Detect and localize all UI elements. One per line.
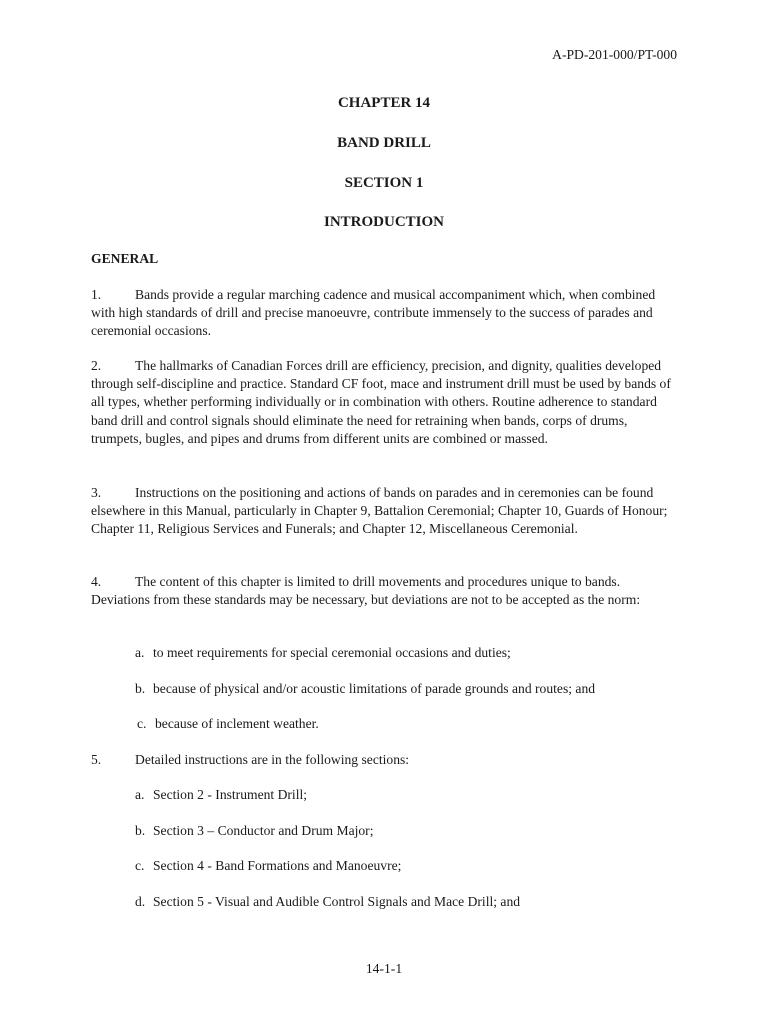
document-id: A-PD-201-000/PT-000 bbox=[552, 47, 677, 62]
list-item-letter: b. bbox=[135, 823, 146, 838]
section-title: INTRODUCTION bbox=[323, 214, 444, 230]
paragraph-number: 3. bbox=[91, 485, 102, 500]
paragraph-1 bbox=[91, 286, 681, 341]
list-item-text: because of inclement weather. bbox=[155, 716, 319, 731]
list-item-text: because of physical and/or acoustic limitations of parade grounds and routes; and bbox=[153, 681, 596, 696]
paragraph-text: The hallmarks of Canadian Forces drill are efficiency, precision, and dignity, qualities developed through self-discipline and practice. Standard CF foot, mace and instrument drill must be used by bands of all types, whether performing individually or in combination with others. Routine adherence to standard band drill and control signals should eliminate the need for retraining when bands, corps of drums, trumpets, bugles, and pipes and drums from different units are combined or massed. bbox=[91, 358, 671, 446]
paragraph-text: The content of this chapter is limited to drill movements and procedures unique to bands. Deviations from these standards may be necessary, but deviations are not to be accepted as the norm: bbox=[91, 574, 641, 608]
list-item-text: Section 3 – Conductor and Drum Major; bbox=[153, 823, 374, 838]
general-heading: GENERAL bbox=[91, 251, 159, 266]
paragraph-text: Bands provide a regular marching cadence and musical accompaniment which, when combined with high standards of drill and precise manoeuvre, contribute immensely to the success of parades and ceremonial occasions. bbox=[91, 287, 656, 339]
paragraph-number: 5. bbox=[91, 752, 102, 767]
list-item-letter: c. bbox=[137, 716, 147, 731]
paragraph-number: 1. bbox=[91, 287, 102, 302]
chapter-heading: CHAPTER 14 bbox=[337, 95, 431, 111]
page-number: 14-1-1 bbox=[365, 961, 403, 976]
list-item-text: Section 2 - Instrument Drill; bbox=[153, 787, 308, 802]
list-item-text: Section 4 - Band Formations and Manoeuvre; bbox=[153, 858, 402, 873]
list-item bbox=[135, 893, 520, 911]
paragraph-number: 2. bbox=[91, 358, 102, 373]
paragraph-2 bbox=[91, 357, 681, 448]
list-item bbox=[135, 857, 401, 875]
list-item bbox=[135, 644, 511, 662]
list-item-letter: a. bbox=[135, 787, 145, 802]
list-item-text: to meet requirements for special ceremonial occasions and duties; bbox=[153, 645, 511, 660]
list-item bbox=[135, 680, 595, 698]
list-item-text: Section 5 - Visual and Audible Control Signals and Mace Drill; and bbox=[153, 894, 521, 909]
paragraph-5 bbox=[91, 751, 681, 769]
paragraph-text: Instructions on the positioning and actions of bands on parades and in ceremonies can be found elsewhere in this Manual, particularly in Chapter 9, Battalion Ceremonial; Chapter 10, Guards of Honour; Chapter 11, Religious Services and Funerals; and Chapter 12, Miscellaneous Ceremonial. bbox=[91, 485, 668, 537]
list-item-letter: d. bbox=[135, 894, 146, 909]
list-item bbox=[137, 715, 319, 733]
list-item-letter: b. bbox=[135, 681, 146, 696]
paragraph-3 bbox=[91, 484, 681, 539]
paragraph-number: 4. bbox=[91, 574, 102, 589]
list-item bbox=[135, 786, 307, 804]
section-heading: SECTION 1 bbox=[344, 175, 424, 191]
paragraph-text: Detailed instructions are in the following sections: bbox=[135, 752, 410, 767]
list-item bbox=[135, 822, 374, 840]
list-item-letter: c. bbox=[135, 858, 145, 873]
list-item-letter: a. bbox=[135, 645, 145, 660]
paragraph-4 bbox=[91, 573, 681, 609]
chapter-title: BAND DRILL bbox=[337, 135, 431, 151]
